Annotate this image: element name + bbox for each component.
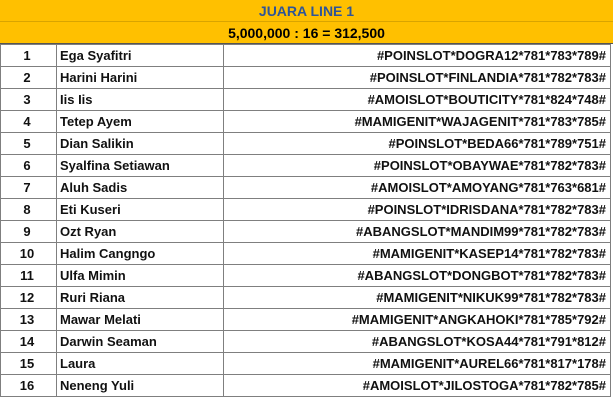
table-row xyxy=(1,45,611,67)
table-row xyxy=(1,309,611,331)
sheet-title[interactable]: JUARA LINE 1 xyxy=(0,0,613,22)
row-number-cell[interactable]: 10 xyxy=(1,243,57,265)
winner-name-cell[interactable]: Eti Kuseri xyxy=(57,199,224,221)
row-number-cell[interactable]: 15 xyxy=(1,353,57,375)
winner-name-cell[interactable]: Aluh Sadis xyxy=(57,177,224,199)
winner-name-cell[interactable]: Tetep Ayem xyxy=(57,111,224,133)
row-number-cell[interactable]: 9 xyxy=(1,221,57,243)
slot-code-cell[interactable]: #AMOISLOT*JILOSTOGA*781*782*785# xyxy=(224,375,611,397)
slot-code-cell[interactable]: #MAMIGENIT*AUREL66*781*817*178# xyxy=(224,353,611,375)
slot-code-cell[interactable]: #POINSLOT*FINLANDIA*781*782*783# xyxy=(224,67,611,89)
winner-name-cell[interactable]: Halim Cangngo xyxy=(57,243,224,265)
table-row xyxy=(1,199,611,221)
row-number-cell[interactable]: 5 xyxy=(1,133,57,155)
table-row xyxy=(1,265,611,287)
slot-code-cell[interactable]: #POINSLOT*DOGRA12*781*783*789# xyxy=(224,45,611,67)
prize-split-formula[interactable]: 5,000,000 : 16 = 312,500 xyxy=(0,22,613,44)
row-number-cell[interactable]: 1 xyxy=(1,45,57,67)
table-row xyxy=(1,67,611,89)
table-row xyxy=(1,331,611,353)
winner-name-cell[interactable]: Ega Syafitri xyxy=(57,45,224,67)
slot-code-cell[interactable]: #MAMIGENIT*ANGKAHOKI*781*785*792# xyxy=(224,309,611,331)
winner-name-cell[interactable]: Laura xyxy=(57,353,224,375)
table-row xyxy=(1,133,611,155)
slot-code-cell[interactable]: #AMOISLOT*AMOYANG*781*763*681# xyxy=(224,177,611,199)
row-number-cell[interactable]: 4 xyxy=(1,111,57,133)
slot-code-cell[interactable]: #POINSLOT*IDRISDANA*781*782*783# xyxy=(224,199,611,221)
row-number-cell[interactable]: 12 xyxy=(1,287,57,309)
slot-code-cell[interactable]: #ABANGSLOT*DONGBOT*781*782*783# xyxy=(224,265,611,287)
table-row xyxy=(1,177,611,199)
slot-code-cell[interactable]: #ABANGSLOT*KOSA44*781*791*812# xyxy=(224,331,611,353)
table-row xyxy=(1,287,611,309)
row-number-cell[interactable]: 14 xyxy=(1,331,57,353)
row-number-cell[interactable]: 16 xyxy=(1,375,57,397)
winners-table xyxy=(0,44,611,397)
winner-name-cell[interactable]: Darwin Seaman xyxy=(57,331,224,353)
table-row xyxy=(1,89,611,111)
winner-name-cell[interactable]: Ruri Riana xyxy=(57,287,224,309)
winner-name-cell[interactable]: Syalfina Setiawan xyxy=(57,155,224,177)
row-number-cell[interactable]: 3 xyxy=(1,89,57,111)
slot-code-cell[interactable]: #MAMIGENIT*WAJAGENIT*781*783*785# xyxy=(224,111,611,133)
row-number-cell[interactable]: 13 xyxy=(1,309,57,331)
table-row xyxy=(1,221,611,243)
winner-name-cell[interactable]: Neneng Yuli xyxy=(57,375,224,397)
winner-name-cell[interactable]: Ozt Ryan xyxy=(57,221,224,243)
row-number-cell[interactable]: 8 xyxy=(1,199,57,221)
slot-code-cell[interactable]: #POINSLOT*OBAYWAE*781*782*783# xyxy=(224,155,611,177)
table-row xyxy=(1,353,611,375)
slot-code-cell[interactable]: #ABANGSLOT*MANDIM99*781*782*783# xyxy=(224,221,611,243)
table-row xyxy=(1,111,611,133)
row-number-cell[interactable]: 2 xyxy=(1,67,57,89)
table-row xyxy=(1,375,611,397)
winner-name-cell[interactable]: Iis Iis xyxy=(57,89,224,111)
winner-name-cell[interactable]: Mawar Melati xyxy=(57,309,224,331)
winner-name-cell[interactable]: Ulfa Mimin xyxy=(57,265,224,287)
winner-name-cell[interactable]: Dian Salikin xyxy=(57,133,224,155)
slot-code-cell[interactable]: #MAMIGENIT*KASEP14*781*782*783# xyxy=(224,243,611,265)
table-row xyxy=(1,155,611,177)
slot-code-cell[interactable]: #AMOISLOT*BOUTICITY*781*824*748# xyxy=(224,89,611,111)
slot-code-cell[interactable]: #POINSLOT*BEDA66*781*789*751# xyxy=(224,133,611,155)
table-row xyxy=(1,243,611,265)
row-number-cell[interactable]: 7 xyxy=(1,177,57,199)
row-number-cell[interactable]: 11 xyxy=(1,265,57,287)
winner-name-cell[interactable]: Harini Harini xyxy=(57,67,224,89)
row-number-cell[interactable]: 6 xyxy=(1,155,57,177)
slot-code-cell[interactable]: #MAMIGENIT*NIKUK99*781*782*783# xyxy=(224,287,611,309)
